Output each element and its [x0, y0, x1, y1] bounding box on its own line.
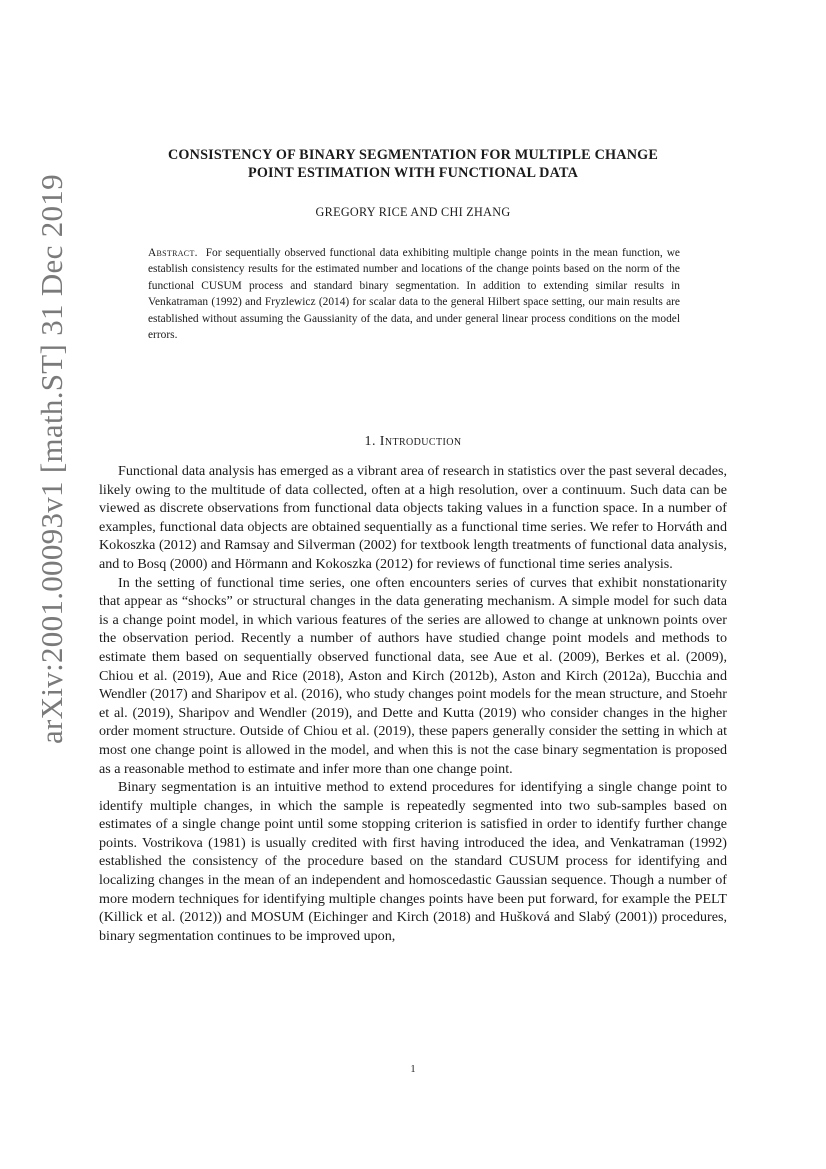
paper-title — [100, 146, 726, 182]
section-number: 1. — [364, 434, 376, 449]
title-line-1: CONSISTENCY OF BINARY SEGMENTATION FOR MULTIPLE CHANGE — [167, 147, 659, 163]
paragraph: Binary segmentation is an intuitive method to extend procedures for identifying a single change point to identify multiple changes, in which the sample is repeatedly segmented into two sub-samples based on estimates of a single change point until some stopping criterion is satisfied in order to identify further change points. Vostrikova (1981) is usually credited with first having introduced the idea, and Venkatraman (1992) established the consistency of the procedure based on the standard CUSUM process for identifying and localizing changes in the mean of an independent and homoscedastic Gaussian sequence. Though a number of more modern techniques for identifying multiple changes points have been put forward, for example the PELT (Killick et al. (2012)) and MOSUM (Eichinger and Kirch (2018) and Hušková and Slabý (2001)) procedures, binary segmentation continues to be improved upon, — [99, 779, 727, 944]
abstract-heading: Abstract. — [148, 247, 198, 259]
paragraph: In the setting of functional time series, one often encounters series of curves that exhibit nonstationarity that appear as “shocks” or structural changes in the data generating mechanism. A simple model for such data is a change point model, in which various features of the series are allowed to change at unknown points over the observation period. Recently a number of authors have studied change point models and methods to estimate them based on sequentially observed functional data, see Aue et al. (2009), Berkes et al. (2009), Chiou et al. (2019), Aue and Rice (2018), Aston and Kirch (2012b), Aston and Kirch (2012a), Bucchia and Wendler (2017) and Sharipov et al. (2016), who study changes point models for the mean structure, and Stoehr et al. (2019), Sharipov and Wendler (2019), and Dette and Kutta (2019) who consider changes in the higher order moment structure. Outside of Chiou et al. (2019), these papers generally consider the setting in which at most one change point is allowed in the model, and when this is not the case binary segmentation is proposed as a reasonable method to estimate and infer more than one change point. — [99, 574, 727, 777]
arxiv-identifier-stamp: arXiv:2001.00093v1 [math.ST] 31 Dec 2019 — [34, 174, 69, 744]
section-title: Introduction — [379, 434, 462, 449]
section-heading — [100, 434, 726, 450]
page-number: 1 — [410, 1064, 416, 1075]
body-text — [99, 462, 727, 945]
title-line-2: POINT ESTIMATION WITH FUNCTIONAL DATA — [247, 165, 579, 181]
author-list: GREGORY RICE AND CHI ZHANG — [315, 205, 511, 219]
paragraph: Functional data analysis has emerged as a vibrant area of research in statistics over the past several decades, likely owing to the multitude of data collected, often at a high resolution, over a continuum. Such data can be viewed as discrete observations from functional data objects taking values in a function space. In a number of examples, functional data objects are obtained sequentially as a functional time series. We refer to Horváth and Kokoszka (2012) and Ramsay and Silverman (2002) for textbook length treatments of functional data analysis, and to Bosq (2000) and Hörmann and Kokoszka (2012) for reviews of functional time series analysis. — [99, 463, 727, 572]
abstract — [148, 245, 680, 343]
abstract-text: For sequentially observed functional data exhibiting multiple change points in the mean function, we establish consistency results for the estimated number and locations of the change points based on the norm of the functional CUSUM process and standard binary segmentation. In addition to extending similar results in Venkatraman (1992) and Fryzlewicz (2014) for scalar data to the general Hilbert space setting, our main results are established without assuming the Gaussianity of the data, and under general linear process conditions on the model errors. — [148, 247, 680, 342]
